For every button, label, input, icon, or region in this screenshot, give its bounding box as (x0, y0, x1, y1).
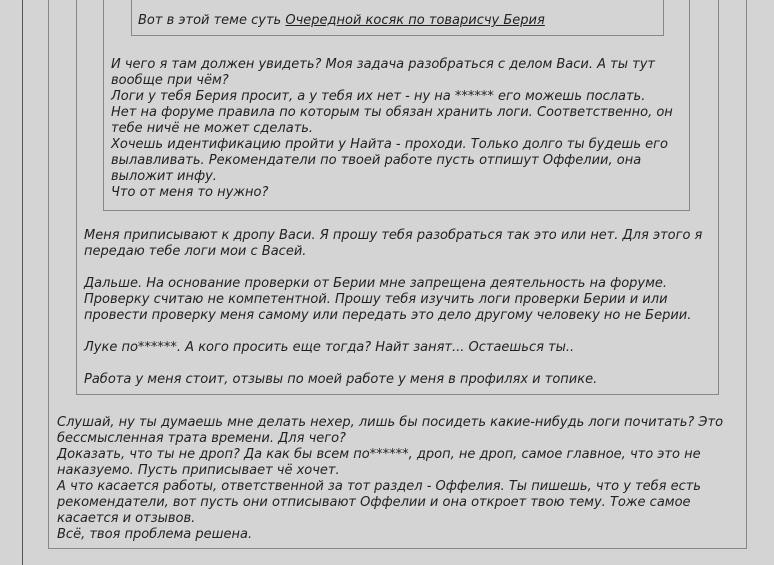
quote-level3-line: Нет на форуме правила по которым ты обязан хранить логи. Соответственно, он (111, 105, 673, 120)
quote-level3-line: тебе ничё не может сделать. (111, 121, 314, 136)
quote-level1-line: Доказать, что ты не дроп? Да как бы всем по******, дроп, не дроп, самое главное, что это не (57, 447, 701, 462)
quote-border-outer (22, 0, 23, 565)
quote-border-level2-bottom (76, 394, 718, 395)
quote-level1 (57, 415, 743, 543)
quote-level2-line: передаю тебе логи мои с Васей. (84, 244, 307, 259)
quote-level3-line: Что от меня то нужно? (111, 185, 269, 200)
quote-level1-line: Всё, твоя проблема решена. (57, 527, 253, 542)
quote-level2-line: Дальше. На основание проверки от Берии мне запрещена деятельность на форуме. (84, 276, 668, 291)
quote-border-level1 (48, 0, 49, 548)
quote-level3-line: И чего я там должен увидеть? Моя задача разобраться с делом Васи. А ты тут (111, 57, 655, 72)
quote-level3-line: Хочешь идентификацию пройти у Найта - проходи. Только долго ты будешь его (111, 137, 668, 152)
quote-level2 (84, 228, 714, 388)
quote-border-level4 (131, 0, 132, 35)
quote-level4 (138, 13, 545, 29)
quote-border-level4-right (663, 0, 664, 36)
quote-border-level3-right (689, 0, 690, 211)
quote-level1-line: А что касается работы, ответственной за тот раздел - Оффелия. Ты пишешь, что у тебя есть (57, 479, 701, 494)
quote-border-level4-bottom (131, 35, 663, 36)
quote-border-level2-right (718, 0, 719, 395)
quote-level2-line: Проверку считаю не компетентной. Прошу тебя изучить логи проверки Берии и или (84, 292, 668, 307)
quote-border-level3-bottom (103, 210, 689, 211)
topic-link[interactable]: Очередной косяк по товарисчу Берия (285, 13, 545, 28)
quote-level1-line: наказуемо. Пусть приписывает чё хочет. (57, 463, 340, 478)
quote-level2-line: Работа у меня стоит, отзывы по моей работе у меня в профилях и топике. (84, 372, 598, 387)
quote-border-level1-right (746, 0, 747, 549)
quote-level2-line: провести проверку меня самому или передать это дело другому человеку но не Берии. (84, 308, 692, 323)
quote-level3-line: Логи у тебя Берия просит, а у тебя их нет - ну на ****** его можешь послать. (111, 89, 646, 104)
quote-level2-line: Меня приписывают к дропу Васи. Я прошу тебя разобраться так это или нет. Для этого я (84, 228, 703, 243)
quote-level4-prefix: Вот в этой теме суть (138, 13, 286, 28)
quote-level1-line: бессмысленная трата времени. Для чего? (57, 431, 346, 446)
quote-level3-line: вообще при чём? (111, 73, 229, 88)
quote-level3 (111, 57, 686, 201)
quote-level1-line: Слушай, ну ты думаешь мне делать нехер, лишь бы посидеть какие-нибудь логи почитать? Это (57, 415, 724, 430)
quote-level3-line: выложит инфу. (111, 169, 217, 184)
quote-border-level3 (103, 0, 104, 210)
quote-level1-line: касается и отзывов. (57, 511, 196, 526)
quote-level2-line: Луке по******. А кого просить еще тогда? Найт занят... Остаешься ты.. (84, 340, 575, 355)
quote-border-level1-bottom (48, 548, 746, 549)
quote-level1-line: рекомендатели, вот пусть они отписывают Оффелии и она откроет твою тему. Тоже самое (57, 495, 691, 510)
quote-level3-line: вылавливать. Рекомендатели по твоей работе пусть отпишут Оффелии, она (111, 153, 642, 168)
quote-border-level2 (76, 0, 77, 394)
